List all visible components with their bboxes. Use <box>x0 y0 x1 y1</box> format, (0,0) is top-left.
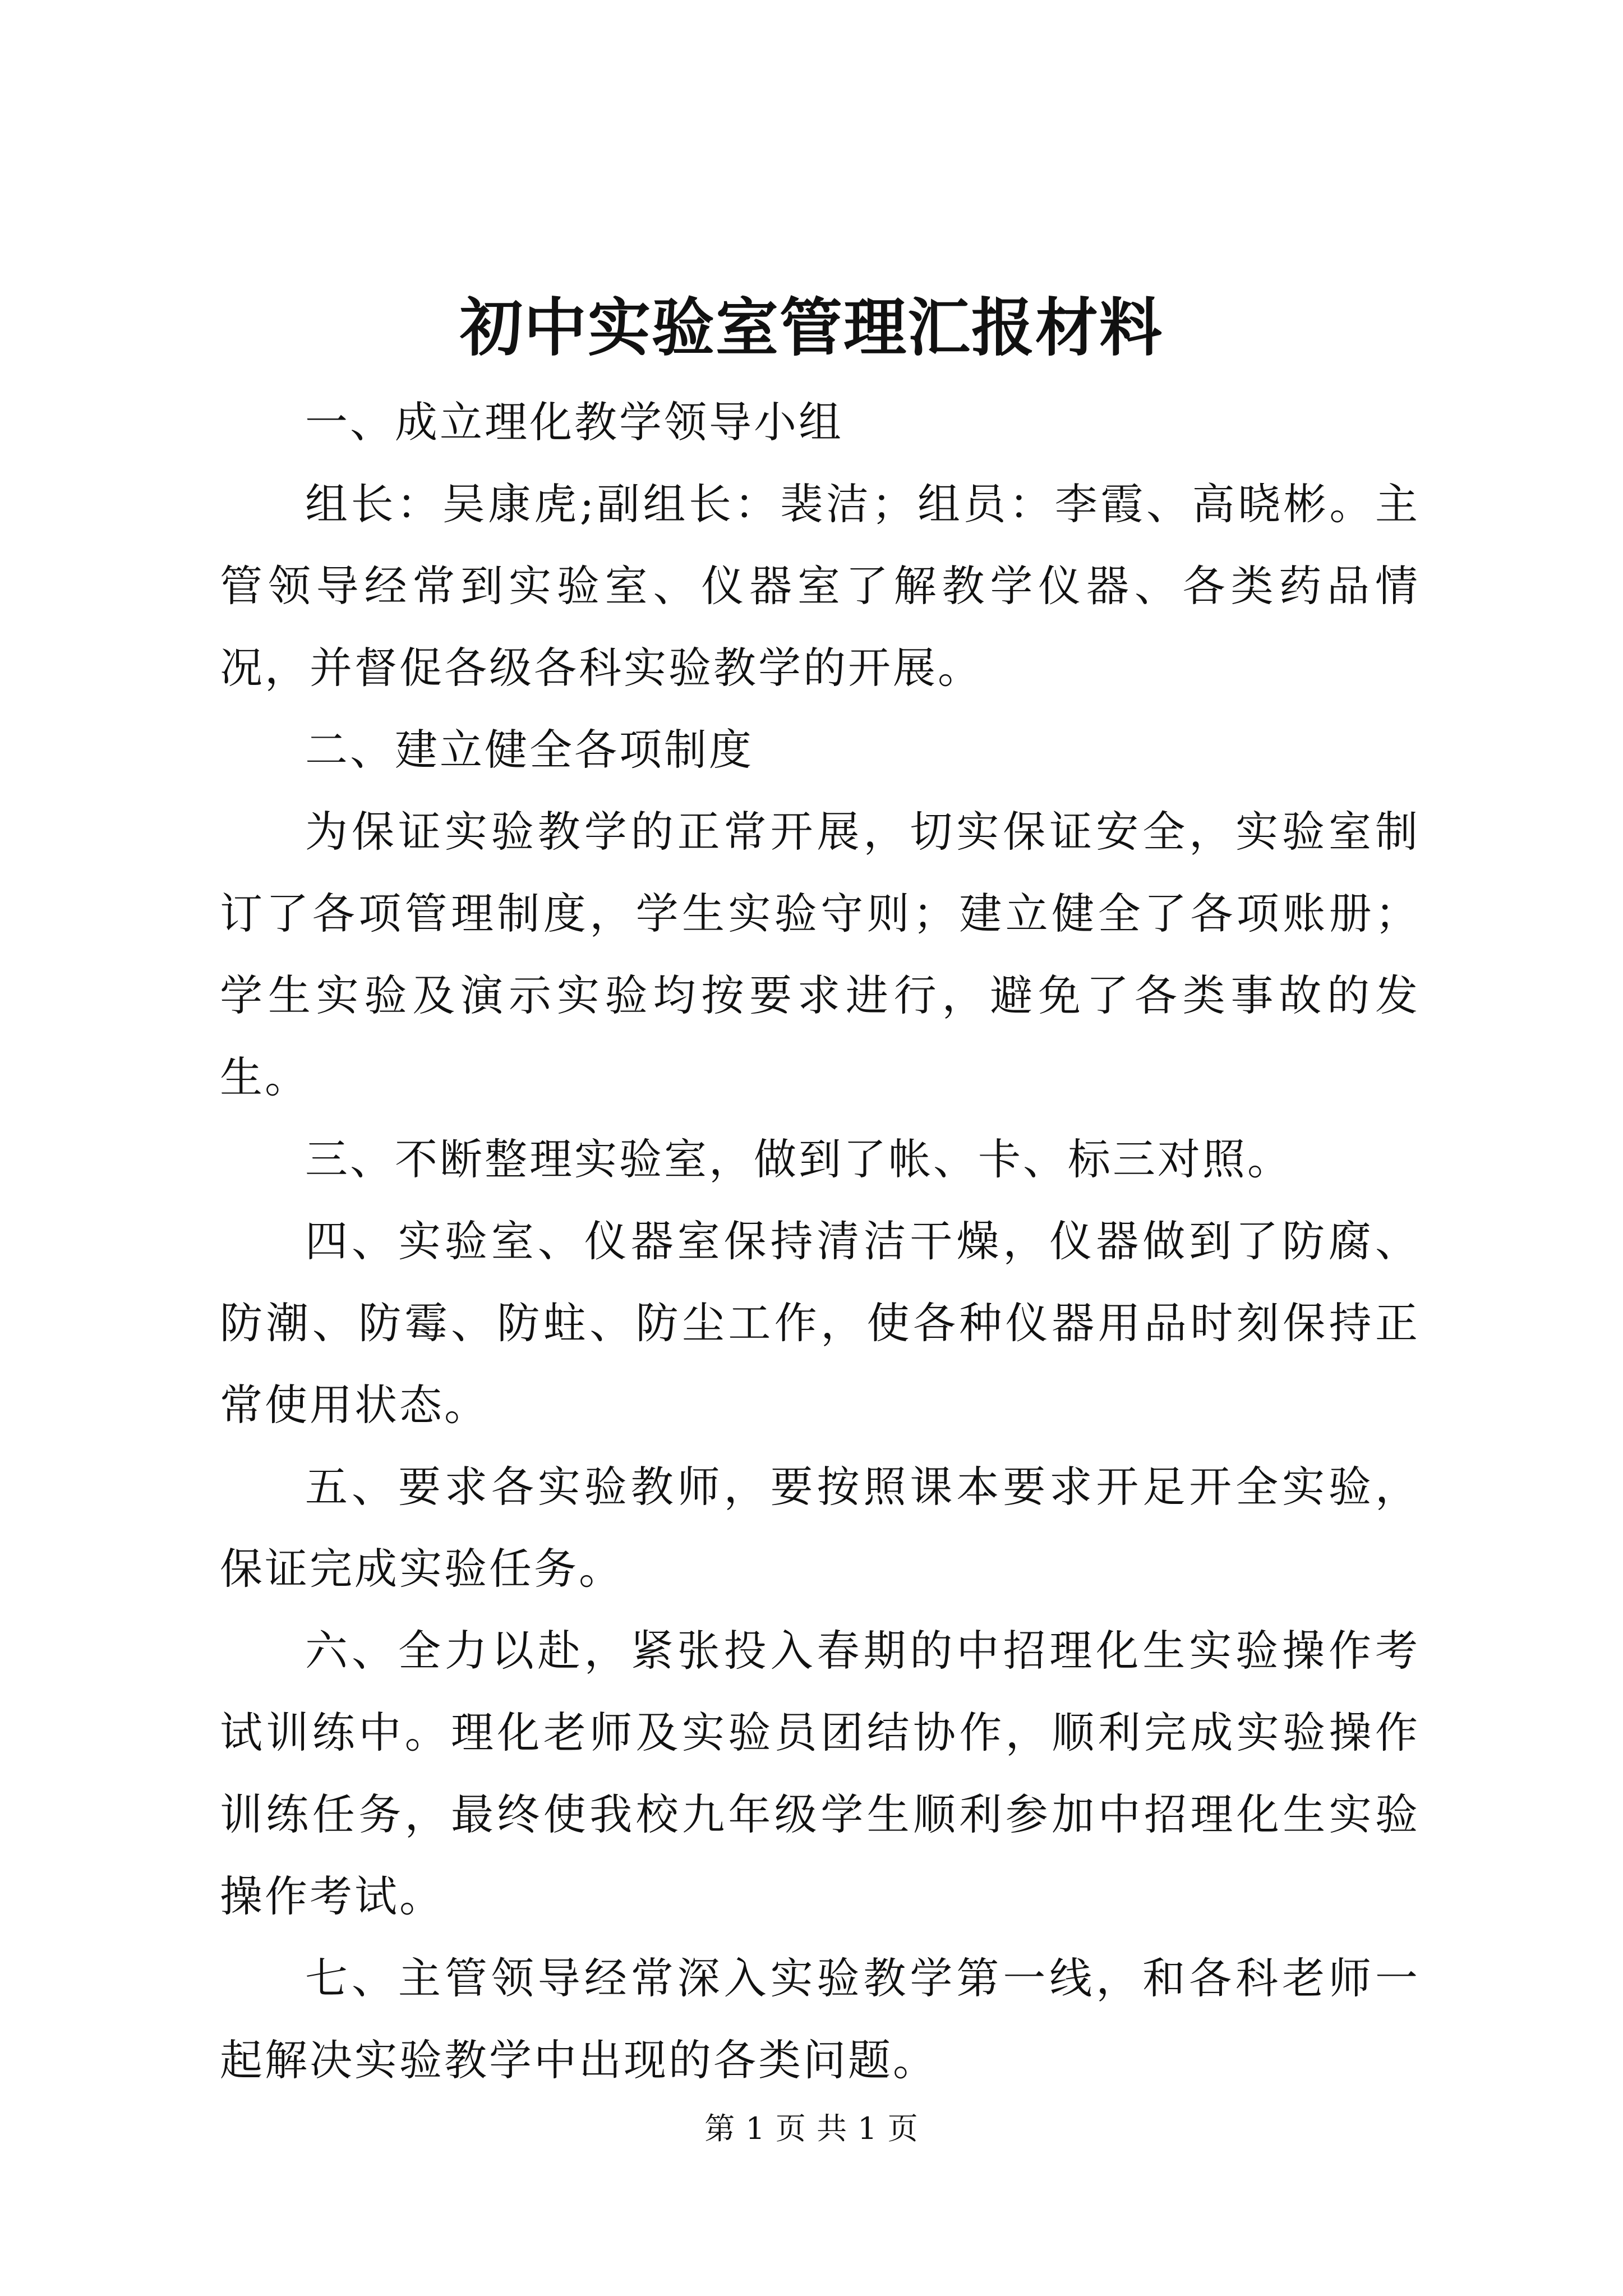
section-item-3: 三、不断整理实验室，做到了帐、卡、标三对照。 <box>305 1134 1292 1184</box>
paragraph-2: 为保证实验教学的正常开展，切实保证安全，实验室制订了各项管理制度，学生实验守则；建立健全了各项账册；学生实验及演示实验均按要求进行，避免了各类事故的发生。 <box>220 807 1420 1102</box>
document-body <box>220 381 1420 2101</box>
section-heading-2: 二、建立健全各项制度 <box>305 725 754 775</box>
paragraph-1: 组长：吴康虎;副组长：裴洁；组员：李霞、高晓彬。主管领导经常到实验室、仪器室了解教学仪器、各类药品情况，并督促各级各科实验教学的开展。 <box>220 479 1420 693</box>
section-item-7: 七、主管领导经常深入实验教学第一线，和各科老师一起解决实验教学中出现的各类问题。 <box>220 1953 1420 2085</box>
section-item-6: 六、全力以赴，紧张投入春期的中招理化生实验操作考试训练中。理化老师及实验员团结协作，顺利完成实验操作训练任务，最终使我校九年级学生顺利参加中招理化生实验操作考试。 <box>220 1626 1420 1921</box>
page-footer: 第 1 页 共 1 页 <box>704 2111 919 2146</box>
section-item-5: 五、要求各实验教师，要按照课本要求开足开全实验，保证完成实验任务。 <box>220 1462 1420 1594</box>
section-item-4: 四、实验室、仪器室保持清洁干燥，仪器做到了防腐、防潮、防霉、防蛀、防尘工作，使各种仪器用品时刻保持正常使用状态。 <box>220 1216 1420 1430</box>
document-title: 初中实验室管理汇报材料 <box>460 291 1163 365</box>
section-heading-1: 一、成立理化教学领导小组 <box>305 397 843 447</box>
